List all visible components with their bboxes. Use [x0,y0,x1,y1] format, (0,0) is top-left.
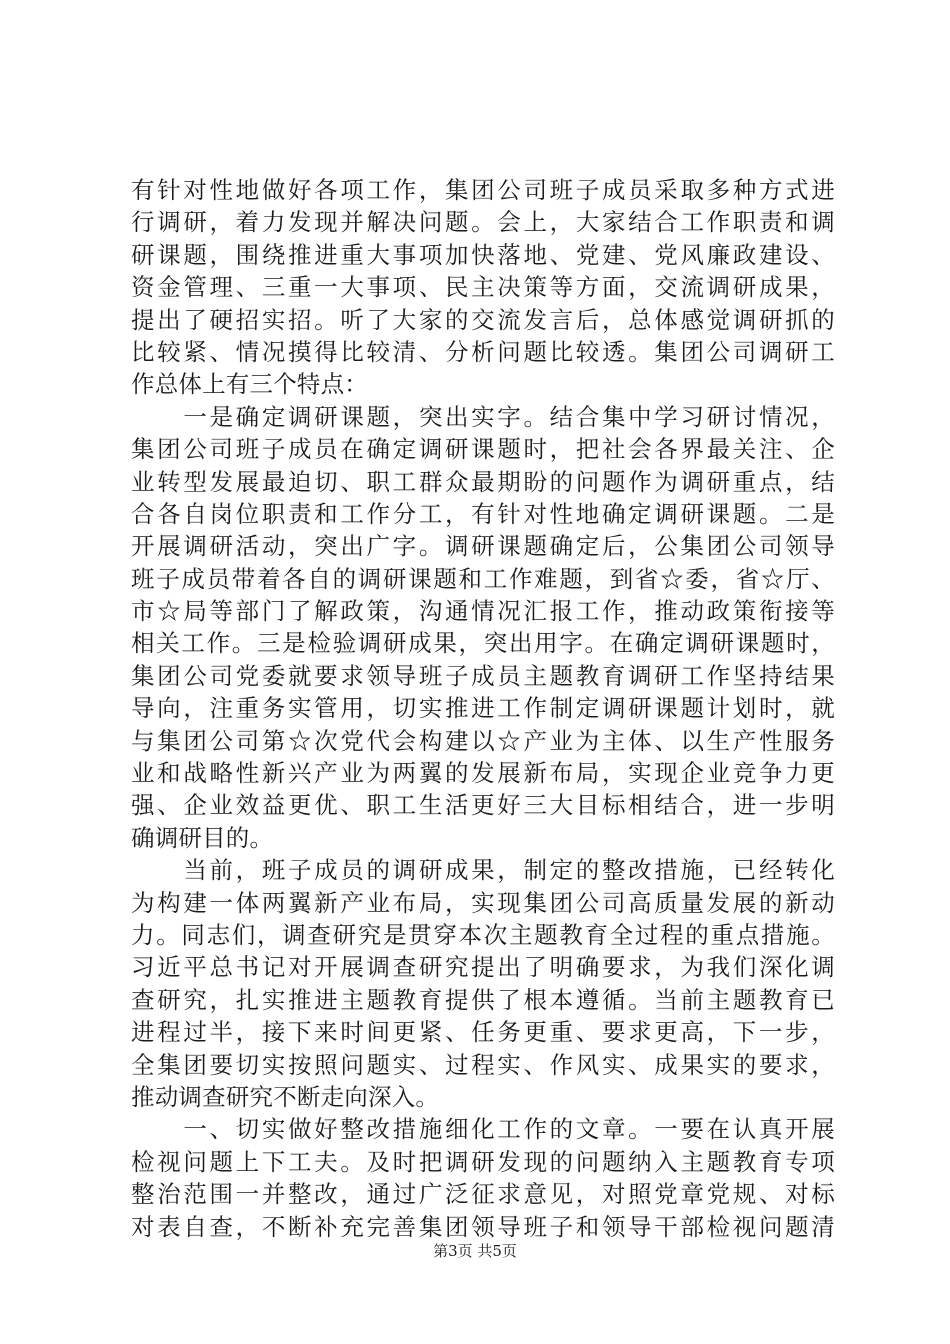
text-line: 相关工作。三是检验调研成果，突出用字。在确定调研课题时， [131,629,835,658]
text-line: 与集团公司第☆次党代会构建以☆产业为主体、以生产性服务 [131,726,835,755]
text-line: 整治范围一并整改，通过广泛征求意见，对照党章党规、对标 [131,1180,835,1209]
text-line: 查研究，扎实推进主题教育提供了根本遵循。当前主题教育已 [131,985,835,1014]
text-line: 进程过半，接下来时间更紧、任务更重、要求更高，下一步， [131,1018,835,1047]
text-line: 强、企业效益更优、职工生活更好三大目标相结合，进一步明 [131,791,835,820]
text-line: 一是确定调研课题，突出实字。结合集中学习研讨情况， [131,402,835,431]
text-line: 班子成员带着各自的调研课题和工作难题，到省☆委，省☆厅、 [131,564,835,593]
text-line: 行调研，着力发现并解决问题。会上，大家结合工作职责和调 [131,208,835,237]
page-footer: 第3页 共5页 [433,1242,517,1260]
text-line: 全集团要切实按照问题实、过程实、作风实、成果实的要求， [131,1050,835,1079]
text-line: 研课题，围绕推进重大事项加快落地、党建、党风廉政建设、 [131,240,835,269]
text-line: 为构建一体两翼新产业布局，实现集团公司高质量发展的新动 [131,888,835,917]
text-line: 集团公司党委就要求领导班子成员主题教育调研工作坚持结果 [131,661,835,690]
text-line: 比较紧、情况摸得比较清、分析问题比较透。集团公司调研工 [131,337,835,366]
text-line: 一、切实做好整改措施细化工作的文章。一要在认真开展 [131,1115,835,1144]
text-line: 习近平总书记对开展调查研究提出了明确要求，为我们深化调 [131,953,835,982]
text-line: 市☆局等部门了解政策，沟通情况汇报工作，推动政策衔接等 [131,597,835,626]
text-line: 检视问题上下工夫。及时把调研发现的问题纳入主题教育专项 [131,1147,835,1176]
text-line: 业和战略性新兴产业为两翼的发展新布局，实现企业竞争力更 [131,759,835,788]
text-line: 业转型发展最迫切、职工群众最期盼的问题作为调研重点，结 [131,467,835,496]
text-line: 开展调研活动，突出广字。调研课题确定后，公集团公司领导 [131,532,835,561]
text-line: 合各自岗位职责和工作分工，有针对性地确定调研课题。二是 [131,499,835,528]
text-line: 有针对性地做好各项工作，集团公司班子成员采取多种方式进 [131,176,835,204]
text-line: 提出了硬招实招。听了大家的交流发言后，总体感觉调研抓的 [131,305,835,334]
text-line: 资金管理、三重一大事项、民主决策等方面，交流调研成果， [131,273,835,302]
text-line: 对表自查，不断补充完善集团领导班子和领导干部检视问题清 [131,1212,835,1241]
body-text [131,174,835,1243]
text-line: 确调研目的。 [131,823,274,852]
text-line: 力。同志们，调查研究是贯穿本次主题教育全过程的重点措施。 [131,920,835,949]
text-line: 集团公司班子成员在确定调研课题时，把社会各界最关注、企 [131,435,835,464]
text-line: 推动调查研究不断走向深入。 [131,1082,440,1111]
text-line: 当前，班子成员的调研成果，制定的整改措施，已经转化 [131,856,835,885]
text-line: 导向，注重务实管用，切实推进工作制定调研课题计划时，就 [131,694,835,723]
text-line: 作总体上有三个特点： [131,370,368,399]
